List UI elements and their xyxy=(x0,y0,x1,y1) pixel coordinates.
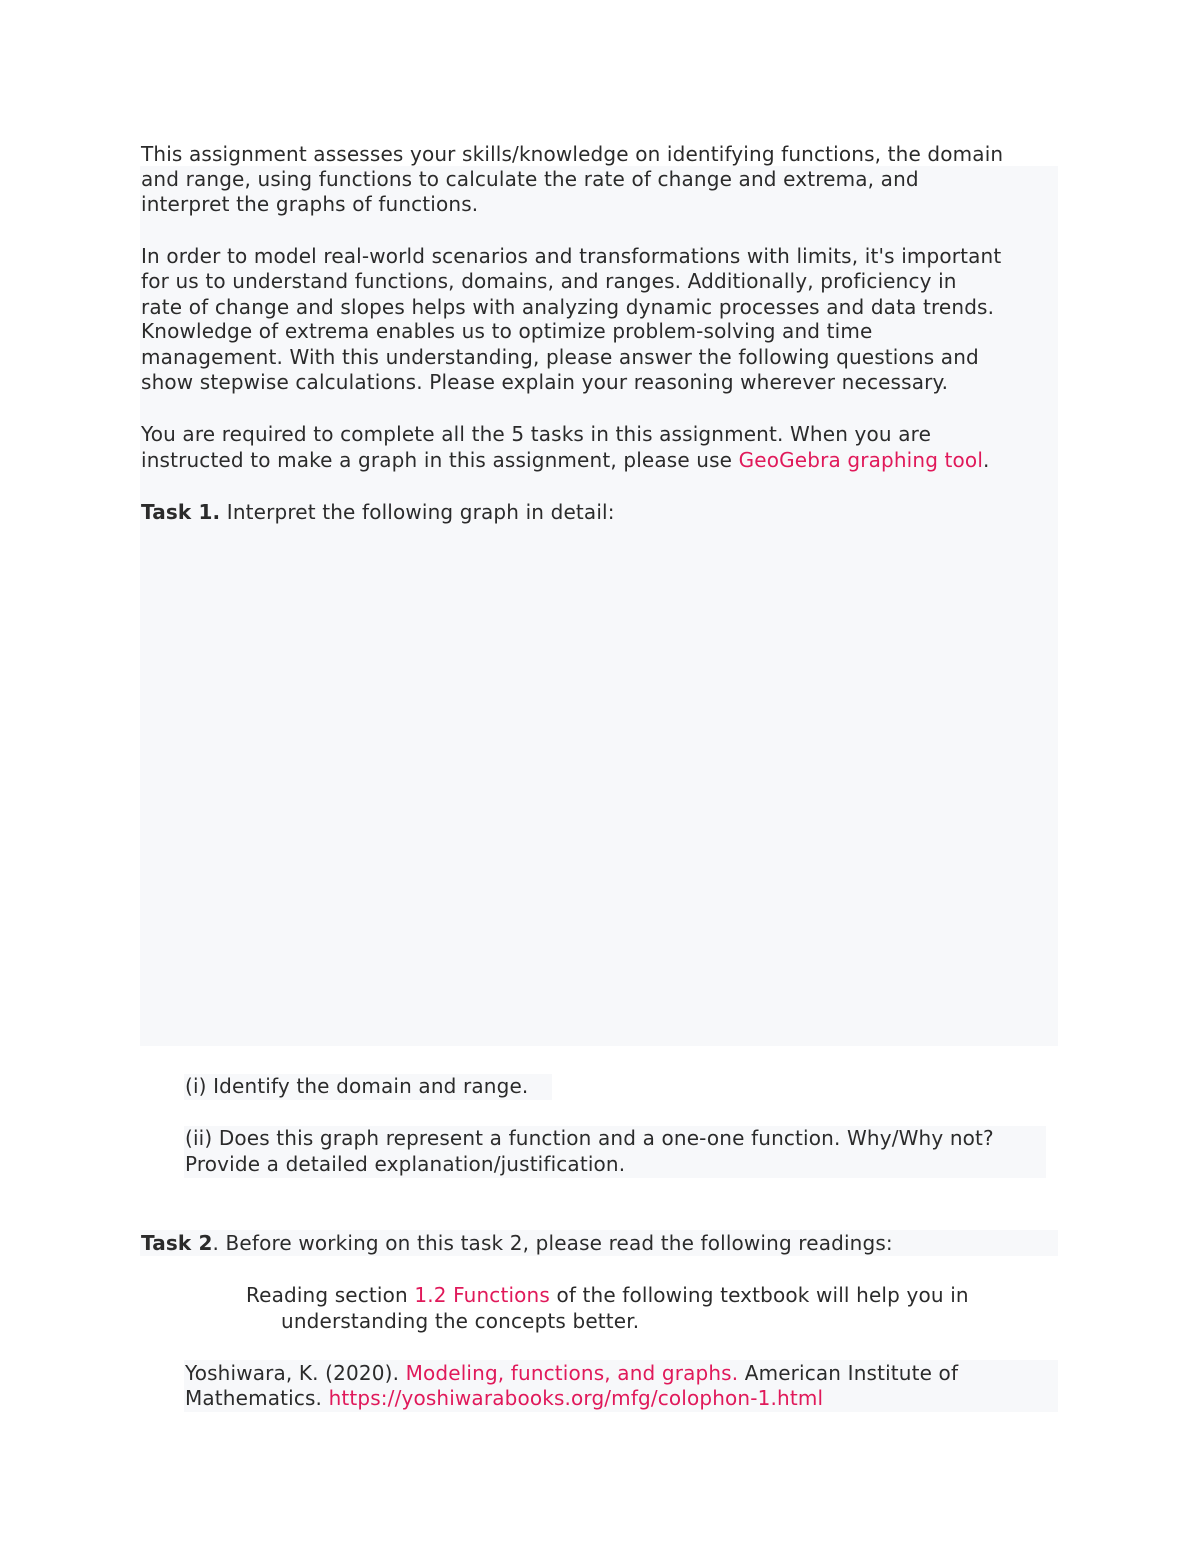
geogebra-link[interactable]: GeoGebra graphing tool xyxy=(738,448,984,472)
context-line-1: In order to model real-world scenarios and transformations with limits, it's important xyxy=(141,244,1002,268)
task1-heading xyxy=(141,500,615,525)
citation-line-1 xyxy=(185,1361,958,1386)
task1-text: Interpret the following graph in detail: xyxy=(220,500,615,524)
citation-suffix: American Institute of xyxy=(738,1361,959,1385)
task1-question-1: (i) Identify the domain and range. xyxy=(185,1074,529,1098)
reading-prefix: Reading section xyxy=(246,1283,415,1307)
requirements-line-1: You are required to complete all the 5 tasks in this assignment. When you are xyxy=(141,422,932,446)
context-line-5: management. With this understanding, please answer the following questions and xyxy=(141,345,979,369)
task1-question-2-line-2: Provide a detailed explanation/justification. xyxy=(185,1152,626,1176)
task2-text: . Before working on this task 2, please read the following readings: xyxy=(212,1231,893,1255)
textbook-title-link[interactable]: Modeling, functions, and graphs. xyxy=(405,1361,739,1385)
intro-line-3: interpret the graphs of functions. xyxy=(141,192,479,216)
context-line-2: for us to understand functions, domains, and ranges. Additionally, proficiency in xyxy=(141,269,957,293)
context-line-3: rate of change and slopes helps with analyzing dynamic processes and data trends. xyxy=(141,295,995,319)
task1-question-2-line-1: (ii) Does this graph represent a function and a one-one function. Why/Why not? xyxy=(185,1126,994,1150)
task2-heading xyxy=(141,1231,893,1256)
citation-line-2-prefix: Mathematics. xyxy=(185,1386,329,1410)
task1-label: Task 1. xyxy=(141,500,221,524)
requirements-line-2-prefix: instructed to make a graph in this assignment, please use xyxy=(141,448,739,472)
intro-line-2: and range, using functions to calculate the rate of change and extrema, and xyxy=(141,167,919,191)
context-line-4: Knowledge of extrema enables us to optimize problem-solving and time xyxy=(141,319,873,343)
textbook-url-link[interactable]: https://yoshiwarabooks.org/mfg/colophon-1.html xyxy=(328,1386,824,1410)
requirements-line-2-suffix: . xyxy=(983,448,990,472)
intro-line-1: This assignment assesses your skills/knowledge on identifying functions, the domain xyxy=(141,142,1004,166)
citation-line-2 xyxy=(185,1386,823,1411)
reading-line-1 xyxy=(246,1283,969,1308)
functions-section-link[interactable]: 1.2 Functions xyxy=(414,1283,550,1307)
task2-label: Task 2 xyxy=(141,1231,213,1255)
reading-suffix: of the following textbook will help you in xyxy=(549,1283,969,1307)
context-line-6: show stepwise calculations. Please explain your reasoning wherever necessary. xyxy=(141,370,949,394)
citation-prefix: Yoshiwara, K. (2020). xyxy=(185,1361,406,1385)
requirements-line-2 xyxy=(141,448,990,473)
reading-line-2: understanding the concepts better. xyxy=(281,1309,640,1333)
